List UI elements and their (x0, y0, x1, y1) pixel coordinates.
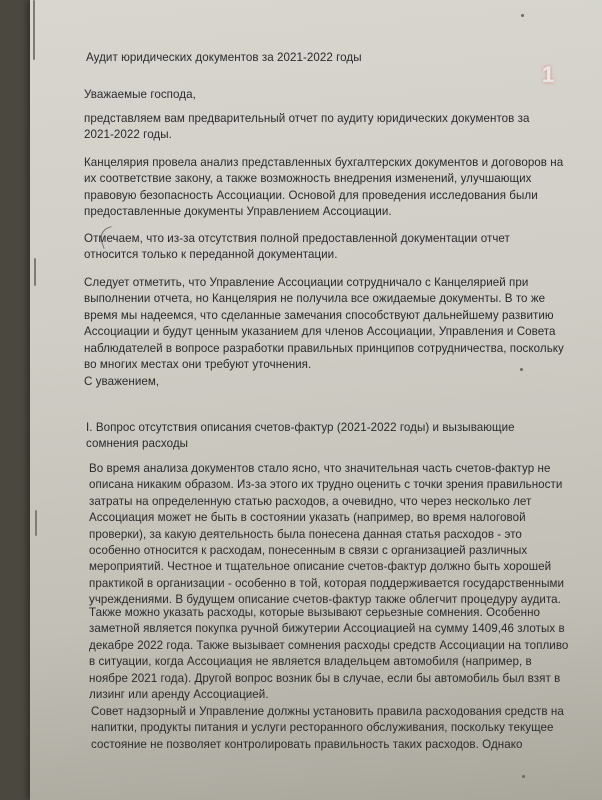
greeting: Уважаемые господа, (84, 88, 196, 101)
section-heading: I. Вопрос отсутствия описания счетов-фактур (2021-2022 годы) и вызывающие сомнения расходы (86, 421, 515, 451)
scan-speck (521, 14, 524, 17)
paragraph-invoices: Во время анализа документов стало ясно, что значительная часть счетов-фактур не описана никаким образом. Из-за этого их трудно оценить с точки зрения правильности затраты на определенную статью расходов, а очевидно, что через несколько лет Ассоциация может не быть в состоянии указать (например, во время налоговой проверки), за какую деятельность была понесена данная статья расходов - это особенно относится к расходам, понесенным в связи с организацией различных мероприятий. Честное и тщательное описание счетов-фактур должно быть хорошей практикой в организации - особенно в той, которая поддерживается государственными учреждениями. В будущем описание счетов-фактур также облегчит процедуру аудита. (89, 462, 564, 607)
closing: С уважением, (84, 375, 160, 388)
paragraph-analysis: Канцелярия провела анализ представленных бухгалтерских документов и договоров на их соответствие закону, а также возможность внедрения изменений, улучшающих правовую безопасность Ассоциации. Основой для проведения исследования были предоставленные документы Управлением Ассоциации. (84, 156, 564, 219)
paragraph-intro: представляем вам предварительный отчет по аудиту юридических документов за 2021-2022 годы. (84, 112, 530, 142)
punch-hole-mark (35, 510, 37, 536)
paragraph-board: Совет надзорный и Управление должны установить правила расходования средств на напитки, продукты питания и услуги ресторанного обслуживания, поскольку текущее состояние не позволяет контролировать правильность таких расходов. Однако (91, 705, 564, 751)
punch-hole-mark (33, 0, 35, 60)
paragraph-scope: Отмечаем, что из-за отсутствия полной предоставленной документации отчет относится только к переданной документации. (84, 232, 510, 262)
paragraph-cooperation: Следует отметить, что Управление Ассоциации сотрудничало с Канцелярией при выполнении отчета, но Канцелярия не получила все ожидаемые документы. В то же время мы надеемся, что сделанные замечания способствуют дальнейшему развитию Ассоциации и будут ценным указанием для членов Ассоциации, Управления и Совета наблюдателей в вопросе разработки правильных принципов сотрудничества, поскольку во многих местах они требуют уточнения. (84, 276, 564, 372)
page-number: 1 (542, 62, 555, 87)
document-title: Аудит юридических документов за 2021-2022 годы (86, 51, 362, 64)
scan-speck (522, 775, 525, 778)
punch-hole-mark (34, 258, 36, 286)
paragraph-doubtful: Также можно указать расходы, которые вызывают серьезные сомнения. Особенно заметной является покупка ручной бижутерии Ассоциацией на сумму 1409,46 злотых в декабре 2022 года. Также вызывает сомнения расходы средств Ассоциации на топливо в ситуации, когда Ассоциация не является владельцем автомобиля (например, в ноябре 2021 года). Другой вопрос возник бы в случае, если бы автомобиль был взят в лизинг или аренду Ассоциацией. (89, 606, 569, 702)
